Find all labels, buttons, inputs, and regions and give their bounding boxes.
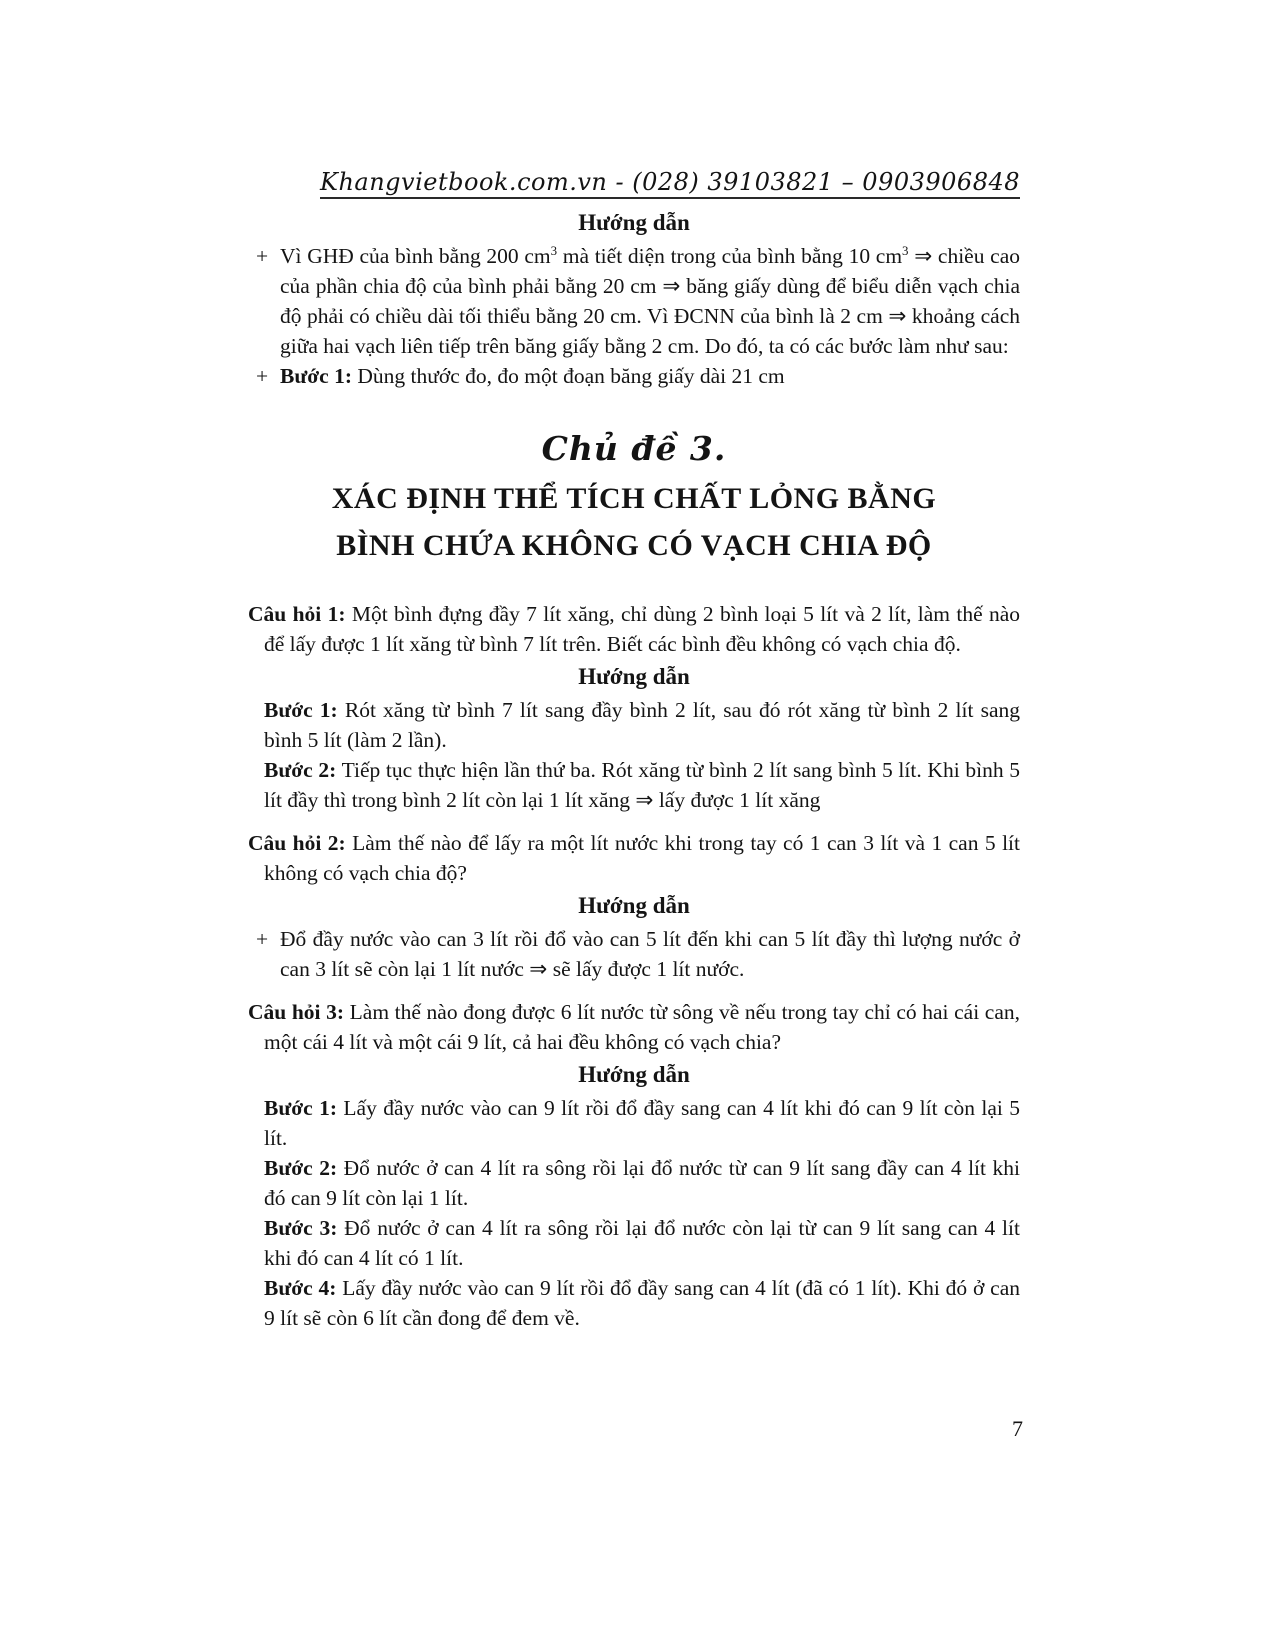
step-text: Dùng thước đo, đo một đoạn băng giấy dài 21 cm	[351, 364, 785, 388]
step-label: Bước 1:	[264, 698, 338, 722]
chapter-kicker: Chủ đề 3.	[541, 429, 727, 468]
question-3-text: Làm thế nào đong được 6 lít nước từ sông về nếu trong tay chỉ có hai cái can, một cái 4 lít và một cái 9 lít, cả hai đều không có vạch chia?	[264, 1000, 1020, 1054]
bullet-text-part3: ⇒ chiều cao của phần chia độ của bình phải bằng 20 cm ⇒ băng giấy dùng để biểu diễn vạch chia độ phải có chiều dài tối thiểu bằng 20 cm. Vì ĐCNN của bình là 2 cm ⇒ khoảng cách giữa hai vạch liên tiếp trên băng giấy bằng 2 cm. Do đó, ta có các bước làm như sau:	[280, 244, 1020, 358]
huong-dan-heading: Hướng dẫn	[578, 1062, 690, 1087]
q3-step-1	[264, 1093, 1020, 1153]
superscript-3: 3	[902, 243, 909, 258]
question-3-label: Câu hỏi 3:	[248, 1000, 345, 1024]
step-text: Tiếp tục thực hiện lần thứ ba. Rót xăng từ bình 2 lít sang bình 5 lít. Khi bình 5 lít đầy thì trong bình 2 lít còn lại 1 lít xăng ⇒ lấy được 1 lít xăng	[264, 758, 1021, 812]
question-2-text: Làm thế nào để lấy ra một lít nước khi trong tay có 1 can 3 lít và 1 can 5 lít không có vạch chia độ?	[264, 831, 1020, 885]
superscript-3: 3	[550, 243, 558, 258]
q1-step-2	[264, 755, 1020, 815]
q3-step-4	[264, 1273, 1020, 1333]
step-label: Bước 3:	[264, 1216, 338, 1240]
question-2	[248, 828, 1020, 888]
question-3	[248, 997, 1020, 1057]
step-text: Rót xăng từ bình 7 lít sang đầy bình 2 lít, sau đó rót xăng từ bình 2 lít sang bình 5 lít (làm 2 lần).	[264, 698, 1020, 752]
step-text: Lấy đầy nước vào can 9 lít rồi đổ đầy sang can 4 lít (đã có 1 lít). Khi đó ở can 9 lít sẽ còn 6 lít cần đong để đem về.	[264, 1276, 1020, 1330]
question-2-label: Câu hỏi 2:	[248, 831, 346, 855]
step-text: Đổ nước ở can 4 lít ra sông rồi lại đổ nước còn lại từ can 9 lít sang can 4 lít khi đó can 4 lít có 1 lít.	[264, 1216, 1020, 1270]
header-watermark	[248, 168, 1020, 197]
chapter-title-line2: BÌNH CHỨA KHÔNG CÓ VẠCH CHIA ĐỘ	[336, 529, 932, 562]
huong-dan-heading: Hướng dẫn	[578, 664, 690, 689]
step-text: Lấy đầy nước vào can 9 lít rồi đổ đầy sang can 4 lít khi đó can 9 lít còn lại 5 lít.	[264, 1096, 1020, 1150]
bullet-paragraph-ghd	[248, 241, 1020, 361]
q2-bullet-answer	[248, 924, 1020, 984]
step-label: Bước 2:	[264, 1156, 338, 1180]
plus-marker: +	[256, 364, 269, 388]
plus-marker: +	[256, 244, 269, 268]
question-1-label: Câu hỏi 1:	[248, 602, 346, 626]
huong-dan-heading: Hướng dẫn	[578, 210, 690, 235]
plus-marker: +	[256, 927, 269, 951]
step-label: Bước 1:	[280, 364, 352, 388]
page-content	[248, 168, 1020, 1333]
q3-step-2	[264, 1153, 1020, 1213]
step-label: Bước 1:	[264, 1096, 337, 1120]
bullet-paragraph-step1	[248, 361, 1020, 391]
bullet-text: Đổ đầy nước vào can 3 lít rồi đổ vào can 5 lít đến khi can 5 lít đầy thì lượng nước ở can 3 lít sẽ còn lại 1 lít nước ⇒ sẽ lấy được 1 lít nước.	[280, 927, 1020, 981]
step-label: Bước 2:	[264, 758, 337, 782]
chapter-title	[248, 475, 1020, 569]
step-label: Bước 4:	[264, 1276, 337, 1300]
bullet-text-part1: Vì GHĐ của bình bằng 200 cm	[280, 244, 551, 268]
chapter-title-line1: XÁC ĐỊNH THỂ TÍCH CHẤT LỎNG BẰNG	[331, 482, 937, 515]
question-1	[248, 599, 1020, 659]
watermark-text: Khangvietbook.com.vn - (028) 39103821 – 0903906848	[320, 168, 1020, 199]
page-number: 7	[1012, 1416, 1023, 1441]
question-1-text: Một bình đựng đầy 7 lít xăng, chỉ dùng 2 bình loại 5 lít và 2 lít, làm thế nào để lấy được 1 lít xăng từ bình 7 lít trên. Biết các bình đều không có vạch chia độ.	[264, 602, 1021, 656]
q1-step-1	[264, 695, 1020, 755]
step-text: Đổ nước ở can 4 lít ra sông rồi lại đổ nước từ can 9 lít sang đầy can 4 lít khi đó can 9 lít còn lại 1 lít.	[264, 1156, 1020, 1210]
bullet-text-part2: mà tiết diện trong của bình bằng 10 cm	[557, 244, 903, 268]
q3-step-3	[264, 1213, 1020, 1273]
huong-dan-heading: Hướng dẫn	[578, 893, 690, 918]
